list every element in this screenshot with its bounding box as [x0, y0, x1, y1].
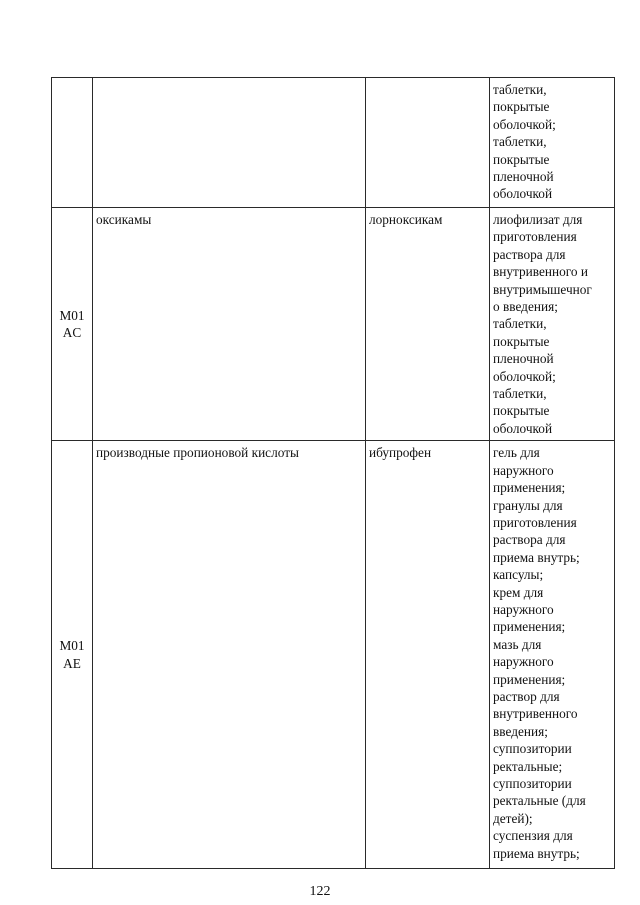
substance-cell: ибупрофен	[366, 441, 490, 869]
dosage-forms-cell	[490, 208, 615, 441]
dosage-form-line: ректальные;	[493, 758, 563, 774]
dosage-forms-cell	[490, 78, 615, 208]
dosage-form-line: оболочкой;	[493, 116, 556, 132]
substance-cell: лорноксикам	[366, 208, 490, 441]
dosage-form-line: таблетки,	[493, 316, 547, 332]
dosage-form-line: таблетки,	[493, 386, 547, 402]
group-cell	[93, 78, 366, 208]
dosage-form-line: таблетки,	[493, 82, 547, 97]
dosage-form-line: оболочкой;	[493, 368, 556, 384]
dosage-form-line: применения;	[493, 671, 566, 687]
dosage-form-line: применения;	[493, 480, 566, 496]
table-row	[52, 208, 615, 441]
dosage-form-line: покрытые	[493, 333, 550, 349]
dosage-form-line: суппозитории	[493, 776, 572, 791]
dosage-form-line: о введения;	[493, 299, 558, 315]
drug-table	[51, 77, 615, 869]
dosage-form-line: применения;	[493, 619, 566, 635]
dosage-form-line: капсулы;	[493, 567, 544, 583]
dosage-form-line: приготовления	[493, 229, 577, 245]
dosage-form-line: лиофилизат для	[493, 212, 583, 227]
dosage-form-line: приготовления	[493, 514, 577, 530]
dosage-form-line: приема внутрь;	[493, 549, 580, 565]
dosage-form-line: детей);	[493, 810, 533, 826]
dosage-form-line: гранулы для	[493, 497, 563, 513]
dosage-form-line: внутривенного	[493, 706, 578, 722]
dosage-form-line: ректальные (для	[493, 793, 586, 809]
dosage-form-line: наружного	[493, 601, 554, 617]
group-cell: оксикамы	[93, 208, 366, 441]
atc-code-cell	[52, 78, 93, 208]
atc-code-cell	[52, 208, 93, 441]
dosage-form-line: введения;	[493, 723, 548, 739]
dosage-form-line: гель для	[493, 445, 540, 461]
dosage-forms-cell	[490, 441, 615, 869]
group-cell: производные пропионовой кислоты	[93, 441, 366, 869]
dosage-form-line: оболочкой	[493, 186, 553, 202]
dosage-form-line: внутримышечног	[493, 281, 592, 297]
dosage-form-line: раствор для	[493, 688, 560, 704]
table-row	[52, 78, 615, 208]
atc-code-line1: M01	[59, 638, 85, 654]
dosage-form-line: оболочкой	[493, 420, 553, 436]
dosage-form-line: пленочной	[493, 351, 554, 367]
dosage-form-line: таблетки,	[493, 134, 547, 150]
dosage-form-line: крем для	[493, 584, 544, 600]
dosage-form-line: покрытые	[493, 403, 550, 419]
dosage-form-line: покрытые	[493, 99, 550, 115]
table-row	[52, 441, 615, 869]
dosage-form-line: приема внутрь;	[493, 845, 580, 861]
dosage-form-line: раствора для	[493, 246, 566, 262]
dosage-form-line: суспензия для	[493, 828, 573, 844]
dosage-form-line: мазь для	[493, 636, 542, 652]
atc-code-line2: AE	[63, 655, 81, 671]
substance-cell	[366, 78, 490, 208]
dosage-form-line: пленочной	[493, 169, 554, 185]
dosage-form-line: суппозитории	[493, 741, 572, 757]
dosage-form-line: внутривенного и	[493, 264, 588, 280]
dosage-form-line: раствора для	[493, 532, 566, 548]
atc-code-line1: M01	[59, 307, 85, 323]
atc-code-line2: AC	[62, 325, 82, 341]
dosage-form-line: наружного	[493, 654, 554, 670]
atc-code-cell	[52, 441, 93, 869]
dosage-form-line: наружного	[493, 462, 554, 478]
dosage-form-line: покрытые	[493, 151, 550, 167]
page-number: 122	[309, 884, 331, 899]
